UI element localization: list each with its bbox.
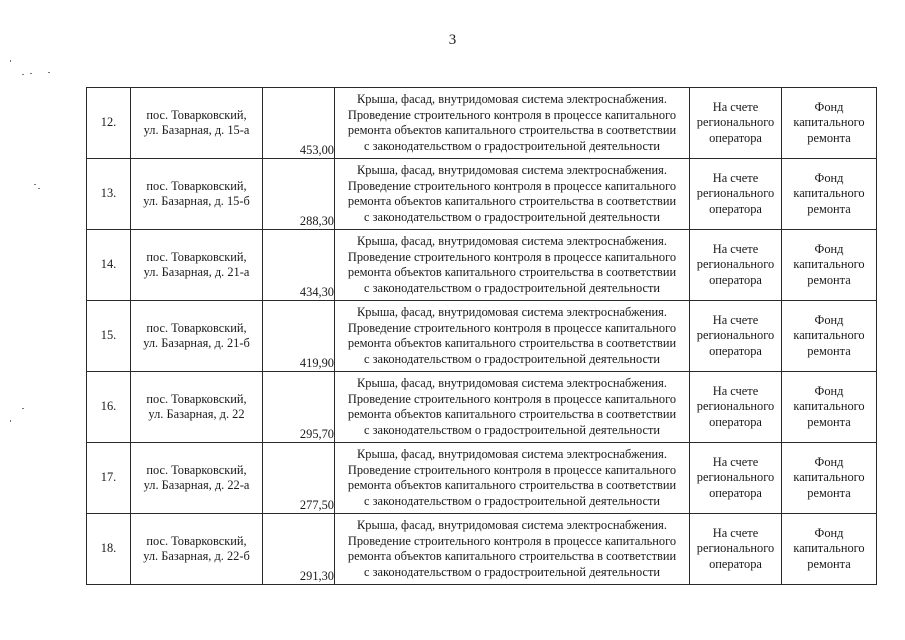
table-row	[87, 88, 877, 159]
works-description-cell	[335, 301, 690, 372]
area-cell	[263, 230, 335, 301]
row-number: 18.	[100, 541, 117, 556]
table-row	[87, 230, 877, 301]
works-description-cell	[335, 230, 690, 301]
row-number-cell	[87, 301, 131, 372]
fund-line: Фонд	[814, 383, 844, 398]
area-value: 295,70	[299, 426, 334, 441]
works-line: ремонта объектов капитального строительства в соответствии	[347, 549, 677, 563]
works-table-body	[87, 88, 877, 585]
address-line: пос. Товарковский,	[146, 533, 247, 548]
fund-line: Фонд	[814, 454, 844, 469]
area-value: 288,30	[299, 213, 334, 228]
fund-line: капитального	[793, 115, 865, 130]
area-value: 419,90	[299, 355, 334, 370]
area-cell	[263, 301, 335, 372]
fund-line: ремонта	[807, 130, 851, 145]
account-line: На счете	[712, 383, 759, 398]
address-line: пос. Товарковский,	[146, 391, 247, 406]
account-line: регионального	[696, 257, 775, 272]
address-line: пос. Товарковский,	[146, 178, 247, 193]
account-method-cell	[690, 88, 782, 159]
row-number-cell	[87, 443, 131, 514]
address-line: пос. Товарковский,	[146, 249, 247, 264]
works-line: Крыша, фасад, внутридомовая система электроснабжения.	[357, 163, 667, 177]
account-line: регионального	[696, 541, 775, 556]
works-line: Крыша, фасад, внутридомовая система электроснабжения.	[357, 305, 667, 319]
account-line: оператора	[709, 556, 762, 571]
works-line: Проведение строительного контроля в процессе капитального	[347, 533, 677, 548]
address-cell	[131, 88, 263, 159]
funding-source-cell	[782, 88, 877, 159]
fund-line: капитального	[793, 541, 865, 556]
account-line: регионального	[696, 186, 775, 201]
address-line: ул. Базарная, д. 15-а	[143, 123, 250, 137]
works-line: Проведение строительного контроля в процессе капитального	[347, 462, 677, 477]
address-line: ул. Базарная, д. 22-а	[143, 478, 250, 492]
address-line: пос. Товарковский,	[146, 462, 247, 477]
account-line: регионального	[696, 115, 775, 130]
account-line: оператора	[709, 343, 762, 358]
row-number: 17.	[100, 470, 117, 485]
funding-source-cell	[782, 372, 877, 443]
works-line: Проведение строительного контроля в процессе капитального	[347, 391, 677, 406]
works-description-cell	[335, 159, 690, 230]
works-description-cell	[335, 372, 690, 443]
address-cell	[131, 159, 263, 230]
works-line: ремонта объектов капитального строительства в соответствии	[347, 478, 677, 492]
works-line: ремонта объектов капитального строительства в соответствии	[347, 194, 677, 208]
account-line: оператора	[709, 414, 762, 429]
account-line: оператора	[709, 130, 762, 145]
account-method-cell	[690, 372, 782, 443]
funding-source-cell	[782, 230, 877, 301]
address-line: ул. Базарная, д. 21-б	[143, 336, 250, 350]
account-method-cell	[690, 443, 782, 514]
account-line: На счете	[712, 99, 759, 114]
address-line: ул. Базарная, д. 21-а	[143, 265, 250, 279]
area-cell	[263, 88, 335, 159]
account-line: На счете	[712, 241, 759, 256]
area-cell	[263, 159, 335, 230]
table-row	[87, 372, 877, 443]
fund-line: Фонд	[814, 241, 844, 256]
account-line: оператора	[709, 272, 762, 287]
address-cell	[131, 230, 263, 301]
area-value: 453,00	[299, 142, 334, 157]
works-table	[86, 87, 877, 585]
funding-source-cell	[782, 443, 877, 514]
account-line: На счете	[712, 170, 759, 185]
address-cell	[131, 443, 263, 514]
fund-line: капитального	[793, 399, 865, 414]
area-cell	[263, 443, 335, 514]
address-line: ул. Базарная, д. 15-б	[143, 194, 250, 208]
address-cell	[131, 514, 263, 585]
table-row	[87, 159, 877, 230]
row-number-cell	[87, 159, 131, 230]
works-line: Крыша, фасад, внутридомовая система электроснабжения.	[357, 92, 667, 106]
row-number: 13.	[100, 186, 117, 201]
works-line: с законодательством о градостроительной деятельности	[363, 209, 661, 224]
works-line: ремонта объектов капитального строительства в соответствии	[347, 123, 677, 137]
works-line: ремонта объектов капитального строительства в соответствии	[347, 336, 677, 350]
fund-line: ремонта	[807, 201, 851, 216]
fund-line: ремонта	[807, 343, 851, 358]
page-number: 3	[448, 32, 457, 48]
account-line: На счете	[712, 454, 759, 469]
works-description-cell	[335, 514, 690, 585]
funding-source-cell	[782, 301, 877, 372]
fund-line: Фонд	[814, 170, 844, 185]
works-description-cell	[335, 443, 690, 514]
account-method-cell	[690, 514, 782, 585]
works-description-cell	[335, 88, 690, 159]
row-number: 15.	[100, 328, 117, 343]
account-method-cell	[690, 301, 782, 372]
fund-line: ремонта	[807, 272, 851, 287]
works-line: с законодательством о градостроительной деятельности	[363, 493, 661, 508]
address-line: ул. Базарная, д. 22-б	[143, 549, 250, 563]
address-line: пос. Товарковский,	[146, 320, 247, 335]
works-line: с законодательством о градостроительной деятельности	[363, 564, 661, 579]
works-line: с законодательством о градостроительной деятельности	[363, 351, 661, 366]
fund-line: ремонта	[807, 556, 851, 571]
row-number: 16.	[100, 399, 117, 414]
address-line: ул. Базарная, д. 22	[148, 407, 245, 421]
works-line: Проведение строительного контроля в процессе капитального	[347, 107, 677, 122]
account-line: регионального	[696, 470, 775, 485]
area-cell	[263, 514, 335, 585]
account-method-cell	[690, 159, 782, 230]
row-number-cell	[87, 230, 131, 301]
table-row	[87, 301, 877, 372]
works-line: Крыша, фасад, внутридомовая система электроснабжения.	[357, 376, 667, 390]
fund-line: ремонта	[807, 485, 851, 500]
account-method-cell	[690, 230, 782, 301]
funding-source-cell	[782, 159, 877, 230]
address-cell	[131, 301, 263, 372]
table-row	[87, 443, 877, 514]
fund-line: ремонта	[807, 414, 851, 429]
account-line: регионального	[696, 328, 775, 343]
row-number: 12.	[100, 115, 117, 130]
account-line: оператора	[709, 485, 762, 500]
fund-line: Фонд	[814, 312, 844, 327]
account-line: На счете	[712, 525, 759, 540]
area-value: 277,50	[299, 497, 334, 512]
works-line: с законодательством о градостроительной деятельности	[363, 280, 661, 295]
row-number: 14.	[100, 257, 117, 272]
works-line: с законодательством о градостроительной деятельности	[363, 138, 661, 153]
fund-line: Фонд	[814, 99, 844, 114]
works-line: Крыша, фасад, внутридомовая система электроснабжения.	[357, 447, 667, 461]
row-number-cell	[87, 514, 131, 585]
account-line: регионального	[696, 399, 775, 414]
fund-line: Фонд	[814, 525, 844, 540]
row-number-cell	[87, 88, 131, 159]
funding-source-cell	[782, 514, 877, 585]
works-line: Крыша, фасад, внутридомовая система электроснабжения.	[357, 518, 667, 532]
fund-line: капитального	[793, 470, 865, 485]
table-row	[87, 514, 877, 585]
account-line: оператора	[709, 201, 762, 216]
area-value: 434,30	[299, 284, 334, 299]
works-line: Проведение строительного контроля в процессе капитального	[347, 249, 677, 264]
account-line: На счете	[712, 312, 759, 327]
works-line: Крыша, фасад, внутридомовая система электроснабжения.	[357, 234, 667, 248]
address-line: пос. Товарковский,	[146, 107, 247, 122]
fund-line: капитального	[793, 257, 865, 272]
area-cell	[263, 372, 335, 443]
fund-line: капитального	[793, 186, 865, 201]
row-number-cell	[87, 372, 131, 443]
address-cell	[131, 372, 263, 443]
works-line: ремонта объектов капитального строительства в соответствии	[347, 407, 677, 421]
works-line: Проведение строительного контроля в процессе капитального	[347, 178, 677, 193]
works-line: с законодательством о градостроительной деятельности	[363, 422, 661, 437]
area-value: 291,30	[299, 568, 334, 583]
works-line: Проведение строительного контроля в процессе капитального	[347, 320, 677, 335]
fund-line: капитального	[793, 328, 865, 343]
works-line: ремонта объектов капитального строительства в соответствии	[347, 265, 677, 279]
